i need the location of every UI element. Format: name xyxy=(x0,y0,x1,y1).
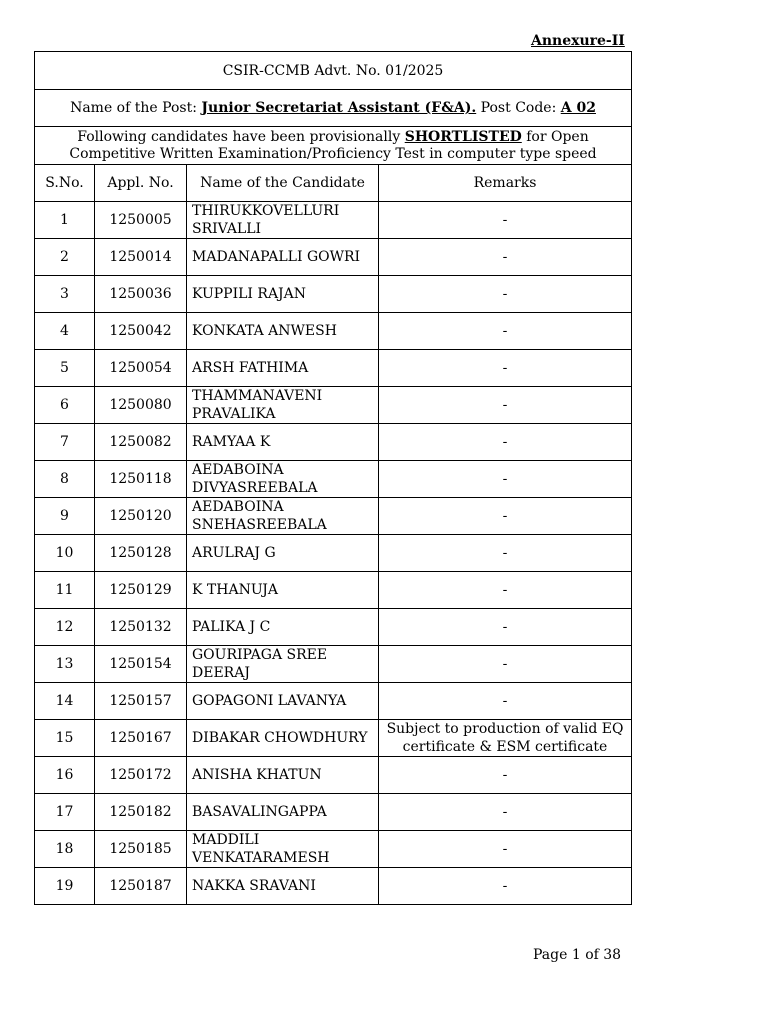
cell-sno: 1 xyxy=(35,202,95,239)
cell-remarks: - xyxy=(379,424,632,461)
table-row xyxy=(35,683,632,720)
cell-sno: 14 xyxy=(35,683,95,720)
cell-sno: 15 xyxy=(35,720,95,757)
cell-candidate-name: MADANAPALLI GOWRI xyxy=(187,239,379,276)
cell-appl-no: 1250014 xyxy=(95,239,187,276)
cell-sno: 17 xyxy=(35,794,95,831)
table-row xyxy=(35,609,632,646)
notice-row xyxy=(35,127,632,165)
cell-sno: 9 xyxy=(35,498,95,535)
table-header-row xyxy=(35,165,632,202)
cell-remarks: - xyxy=(379,276,632,313)
cell-candidate-name: KUPPILI RAJAN xyxy=(187,276,379,313)
header-sno: S.No. xyxy=(35,165,95,202)
table-row xyxy=(35,646,632,683)
notice-suffix: for Open Competitive Written Examination/Proficiency Test in computer type speed xyxy=(69,128,597,162)
header-remarks: Remarks xyxy=(379,165,632,202)
cell-remarks: - xyxy=(379,498,632,535)
cell-sno: 6 xyxy=(35,387,95,424)
cell-appl-no: 1250080 xyxy=(95,387,187,424)
title-row xyxy=(35,52,632,90)
cell-sno: 7 xyxy=(35,424,95,461)
header-appl-no: Appl. No. xyxy=(95,165,187,202)
cell-sno: 18 xyxy=(35,831,95,868)
annexure-label: Annexure-II xyxy=(531,33,625,49)
cell-sno: 13 xyxy=(35,646,95,683)
cell-sno: 5 xyxy=(35,350,95,387)
cell-candidate-name: ARSH FATHIMA xyxy=(187,350,379,387)
cell-remarks: - xyxy=(379,757,632,794)
cell-remarks: - xyxy=(379,683,632,720)
cell-sno: 10 xyxy=(35,535,95,572)
cell-remarks: - xyxy=(379,609,632,646)
cell-remarks: - xyxy=(379,239,632,276)
cell-candidate-name: THIRUKKOVELLURI SRIVALLI xyxy=(187,202,379,239)
table-row xyxy=(35,350,632,387)
cell-candidate-name: AEDABOINA DIVYASREEBALA xyxy=(187,461,379,498)
post-code-label: Post Code: xyxy=(476,100,561,116)
cell-appl-no: 1250187 xyxy=(95,868,187,905)
table-row xyxy=(35,535,632,572)
cell-appl-no: 1250036 xyxy=(95,276,187,313)
cell-candidate-name: K THANUJA xyxy=(187,572,379,609)
cell-candidate-name: DIBAKAR CHOWDHURY xyxy=(187,720,379,757)
table-row xyxy=(35,239,632,276)
table-row xyxy=(35,387,632,424)
cell-candidate-name: GOPAGONI LAVANYA xyxy=(187,683,379,720)
cell-appl-no: 1250132 xyxy=(95,609,187,646)
notice-emphasis: SHORTLISTED xyxy=(404,128,522,145)
cell-appl-no: 1250185 xyxy=(95,831,187,868)
table-row xyxy=(35,572,632,609)
cell-candidate-name: PALIKA J C xyxy=(187,609,379,646)
cell-remarks: - xyxy=(379,868,632,905)
cell-remarks: - xyxy=(379,535,632,572)
post-label: Name of the Post: xyxy=(70,100,202,116)
cell-appl-no: 1250129 xyxy=(95,572,187,609)
table-row xyxy=(35,868,632,905)
table-row xyxy=(35,498,632,535)
cell-appl-no: 1250118 xyxy=(95,461,187,498)
cell-remarks: - xyxy=(379,313,632,350)
cell-sno: 2 xyxy=(35,239,95,276)
cell-appl-no: 1250082 xyxy=(95,424,187,461)
table-row xyxy=(35,831,632,868)
table-row xyxy=(35,202,632,239)
page-number: Page 1 of 38 xyxy=(533,947,622,963)
cell-candidate-name: AEDABOINA SNEHASREEBALA xyxy=(187,498,379,535)
post-row xyxy=(35,90,632,127)
notice-prefix: Following candidates have been provisionally xyxy=(77,128,405,145)
cell-candidate-name: MADDILI VENKATARAMESH xyxy=(187,831,379,868)
cell-candidate-name: ANISHA KHATUN xyxy=(187,757,379,794)
cell-remarks: - xyxy=(379,646,632,683)
cell-appl-no: 1250120 xyxy=(95,498,187,535)
shortlist-table xyxy=(34,51,632,905)
cell-candidate-name: BASAVALINGAPPA xyxy=(187,794,379,831)
cell-sno: 11 xyxy=(35,572,95,609)
cell-remarks: - xyxy=(379,202,632,239)
cell-sno: 19 xyxy=(35,868,95,905)
cell-appl-no: 1250054 xyxy=(95,350,187,387)
cell-remarks: - xyxy=(379,831,632,868)
table-row xyxy=(35,720,632,757)
cell-appl-no: 1250154 xyxy=(95,646,187,683)
post-name: Junior Secretariat Assistant (F&A). xyxy=(201,100,477,116)
table-row xyxy=(35,276,632,313)
post-code: A 02 xyxy=(560,100,596,116)
cell-remarks: Subject to production of valid EQ certificate & ESM certificate xyxy=(379,720,632,757)
cell-sno: 3 xyxy=(35,276,95,313)
cell-candidate-name: NAKKA SRAVANI xyxy=(187,868,379,905)
notice-text xyxy=(35,127,632,165)
cell-appl-no: 1250182 xyxy=(95,794,187,831)
cell-remarks: - xyxy=(379,572,632,609)
cell-candidate-name: THAMMANAVENI PRAVALIKA xyxy=(187,387,379,424)
table-row xyxy=(35,313,632,350)
table-row xyxy=(35,461,632,498)
table-row xyxy=(35,424,632,461)
table-row xyxy=(35,757,632,794)
document-title: CSIR-CCMB Advt. No. 01/2025 xyxy=(35,52,632,90)
cell-appl-no: 1250167 xyxy=(95,720,187,757)
cell-appl-no: 1250005 xyxy=(95,202,187,239)
cell-appl-no: 1250128 xyxy=(95,535,187,572)
cell-sno: 12 xyxy=(35,609,95,646)
post-info xyxy=(35,90,632,127)
cell-appl-no: 1250042 xyxy=(95,313,187,350)
cell-remarks: - xyxy=(379,461,632,498)
header-candidate-name: Name of the Candidate xyxy=(187,165,379,202)
table-row xyxy=(35,794,632,831)
cell-sno: 8 xyxy=(35,461,95,498)
cell-remarks: - xyxy=(379,387,632,424)
cell-appl-no: 1250172 xyxy=(95,757,187,794)
cell-candidate-name: RAMYAA K xyxy=(187,424,379,461)
cell-sno: 4 xyxy=(35,313,95,350)
cell-remarks: - xyxy=(379,350,632,387)
cell-candidate-name: GOURIPAGA SREE DEERAJ xyxy=(187,646,379,683)
cell-candidate-name: KONKATA ANWESH xyxy=(187,313,379,350)
cell-candidate-name: ARULRAJ G xyxy=(187,535,379,572)
cell-appl-no: 1250157 xyxy=(95,683,187,720)
cell-remarks: - xyxy=(379,794,632,831)
cell-sno: 16 xyxy=(35,757,95,794)
